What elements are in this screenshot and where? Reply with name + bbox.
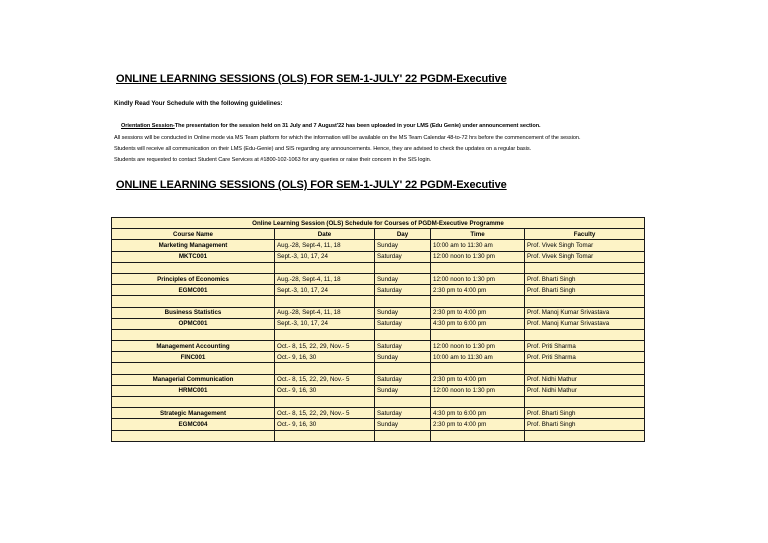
table-caption: Online Learning Session (OLS) Schedule for Courses of PGDM-Executive Programme: [112, 218, 645, 229]
course-name-cell: [112, 430, 275, 441]
schedule-table: [111, 217, 645, 442]
course-name-cell: [112, 329, 275, 340]
course-name-cell: Managerial Communication: [112, 374, 275, 385]
table-row: [112, 307, 645, 318]
faculty-cell: Prof. Nidhi Mathur: [525, 385, 645, 396]
course-name-cell: Principles of Economics: [112, 273, 275, 284]
column-header-time: Time: [431, 229, 525, 240]
day-cell: Sunday: [375, 352, 431, 363]
time-cell: 2:30 pm to 4:00 pm: [431, 419, 525, 430]
time-cell: 2:30 pm to 4:00 pm: [431, 285, 525, 296]
day-cell: Saturday: [375, 285, 431, 296]
date-cell: [275, 430, 375, 441]
day-cell: [375, 430, 431, 441]
course-name-cell: [112, 262, 275, 273]
date-cell: Oct.- 8, 15, 22, 29, Nov.- 5: [275, 408, 375, 419]
time-cell: [431, 397, 525, 408]
table-row: [112, 374, 645, 385]
column-header-date: Date: [275, 229, 375, 240]
day-cell: Saturday: [375, 374, 431, 385]
time-cell: 10:00 am to 11:30 am: [431, 352, 525, 363]
table-row: [112, 397, 645, 408]
day-cell: Saturday: [375, 408, 431, 419]
table-row: [112, 408, 645, 419]
day-cell: Saturday: [375, 251, 431, 262]
time-cell: [431, 363, 525, 374]
course-name-cell: EGMC004: [112, 419, 275, 430]
date-cell: Aug.-28, Sept-4, 11, 18: [275, 273, 375, 284]
day-cell: Sunday: [375, 385, 431, 396]
time-cell: 12:00 noon to 1:30 pm: [431, 251, 525, 262]
time-cell: [431, 329, 525, 340]
table-header-row: [112, 229, 645, 240]
faculty-cell: [525, 296, 645, 307]
table-row: [112, 329, 645, 340]
date-cell: Oct.- 8, 15, 22, 29, Nov.- 5: [275, 341, 375, 352]
faculty-cell: Prof. Priti Sharma: [525, 341, 645, 352]
faculty-cell: Prof. Bharti Singh: [525, 408, 645, 419]
faculty-cell: [525, 262, 645, 273]
time-cell: 12:00 noon to 1:30 pm: [431, 341, 525, 352]
date-cell: Aug.-28, Sept-4, 11, 18: [275, 240, 375, 251]
page-title: ONLINE LEARNING SESSIONS (OLS) FOR SEM-1-JULY' 22 PGDM-Executive: [116, 73, 507, 85]
course-name-cell: Management Accounting: [112, 341, 275, 352]
table-row: [112, 318, 645, 329]
faculty-cell: Prof. Manoj Kumar Srivastava: [525, 318, 645, 329]
time-cell: 4:30 pm to 6:00 pm: [431, 408, 525, 419]
table-caption-row: [112, 218, 645, 229]
faculty-cell: Prof. Nidhi Mathur: [525, 374, 645, 385]
orientation-label: Orientation Session-: [121, 123, 175, 129]
day-cell: Sunday: [375, 240, 431, 251]
time-cell: 2:30 pm to 4:00 pm: [431, 307, 525, 318]
date-cell: Oct.- 9, 16, 30: [275, 385, 375, 396]
day-cell: Sunday: [375, 307, 431, 318]
day-cell: Saturday: [375, 341, 431, 352]
table-row: [112, 419, 645, 430]
day-cell: Sunday: [375, 419, 431, 430]
faculty-cell: [525, 430, 645, 441]
guideline-note-contact: Students are requested to contact Student Care Services at #1800-102-1063 for any queries or raise their concern in the SIS login.: [114, 157, 432, 163]
table-row: [112, 363, 645, 374]
date-cell: Oct.- 9, 16, 30: [275, 419, 375, 430]
day-cell: Sunday: [375, 273, 431, 284]
faculty-cell: Prof. Bharti Singh: [525, 285, 645, 296]
course-name-cell: Business Statistics: [112, 307, 275, 318]
course-name-cell: Marketing Management: [112, 240, 275, 251]
guideline-note-sessions: All sessions will be conducted in Online mode via MS Team platform for which the information will be available on the MS Team Calendar 48-to-72 hrs before the commencement of the session.: [114, 135, 581, 141]
date-cell: Sept.-3, 10, 17, 24: [275, 251, 375, 262]
time-cell: 2:30 pm to 4:00 pm: [431, 374, 525, 385]
course-name-cell: [112, 397, 275, 408]
table-row: [112, 251, 645, 262]
day-cell: [375, 296, 431, 307]
guidelines-heading: Kindly Read Your Schedule with the following guidelines:: [114, 100, 283, 107]
table-row: [112, 285, 645, 296]
course-name-cell: MKTC001: [112, 251, 275, 262]
guideline-note-communication: Students will receive all communication on their LMS (Edu-Genie) and SIS regarding any announcements. Hence, they are advised to check the updates on a regular basis.: [114, 146, 532, 152]
date-cell: Sept.-3, 10, 17, 24: [275, 285, 375, 296]
course-name-cell: HRMC001: [112, 385, 275, 396]
course-name-cell: [112, 296, 275, 307]
faculty-cell: Prof. Vivek Singh Tomar: [525, 240, 645, 251]
table-row: [112, 430, 645, 441]
table-row: [112, 385, 645, 396]
faculty-cell: Prof. Bharti Singh: [525, 273, 645, 284]
course-name-cell: OPMC001: [112, 318, 275, 329]
faculty-cell: [525, 329, 645, 340]
schedule-title: ONLINE LEARNING SESSIONS (OLS) FOR SEM-1-JULY' 22 PGDM-Executive: [116, 179, 507, 191]
faculty-cell: [525, 397, 645, 408]
course-name-cell: EGMC001: [112, 285, 275, 296]
date-cell: [275, 296, 375, 307]
faculty-cell: Prof. Manoj Kumar Srivastava: [525, 307, 645, 318]
time-cell: 4:30 pm to 6:00 pm: [431, 318, 525, 329]
day-cell: [375, 363, 431, 374]
date-cell: [275, 329, 375, 340]
date-cell: Sept.-3, 10, 17, 24: [275, 318, 375, 329]
column-header-course: Course Name: [112, 229, 275, 240]
orientation-note: [121, 123, 541, 129]
time-cell: [431, 296, 525, 307]
time-cell: 12:00 noon to 1:30 pm: [431, 273, 525, 284]
table-row: [112, 240, 645, 251]
course-name-cell: Strategic Management: [112, 408, 275, 419]
day-cell: Saturday: [375, 318, 431, 329]
date-cell: Oct.- 8, 15, 22, 29, Nov.- 5: [275, 374, 375, 385]
schedule-body: [112, 240, 645, 441]
table-row: [112, 352, 645, 363]
table-row: [112, 296, 645, 307]
date-cell: Aug.-28, Sept-4, 11, 18: [275, 307, 375, 318]
faculty-cell: [525, 363, 645, 374]
date-cell: [275, 262, 375, 273]
day-cell: [375, 262, 431, 273]
faculty-cell: Prof. Priti Sharma: [525, 352, 645, 363]
faculty-cell: Prof. Vivek Singh Tomar: [525, 251, 645, 262]
date-cell: Oct.- 9, 16, 30: [275, 352, 375, 363]
date-cell: [275, 397, 375, 408]
table-row: [112, 341, 645, 352]
time-cell: 10:00 am to 11:30 am: [431, 240, 525, 251]
table-row: [112, 273, 645, 284]
time-cell: 12:00 noon to 1:30 pm: [431, 385, 525, 396]
course-name-cell: FINC001: [112, 352, 275, 363]
day-cell: [375, 329, 431, 340]
faculty-cell: Prof. Bharti Singh: [525, 419, 645, 430]
date-cell: [275, 363, 375, 374]
column-header-day: Day: [375, 229, 431, 240]
table-row: [112, 262, 645, 273]
day-cell: [375, 397, 431, 408]
column-header-faculty: Faculty: [525, 229, 645, 240]
time-cell: [431, 430, 525, 441]
time-cell: [431, 262, 525, 273]
orientation-text: The presentation for the session held on 31 July and 7 August'22 has been uploaded in your LMS (Edu Genie) under announcement section.: [174, 123, 541, 129]
course-name-cell: [112, 363, 275, 374]
